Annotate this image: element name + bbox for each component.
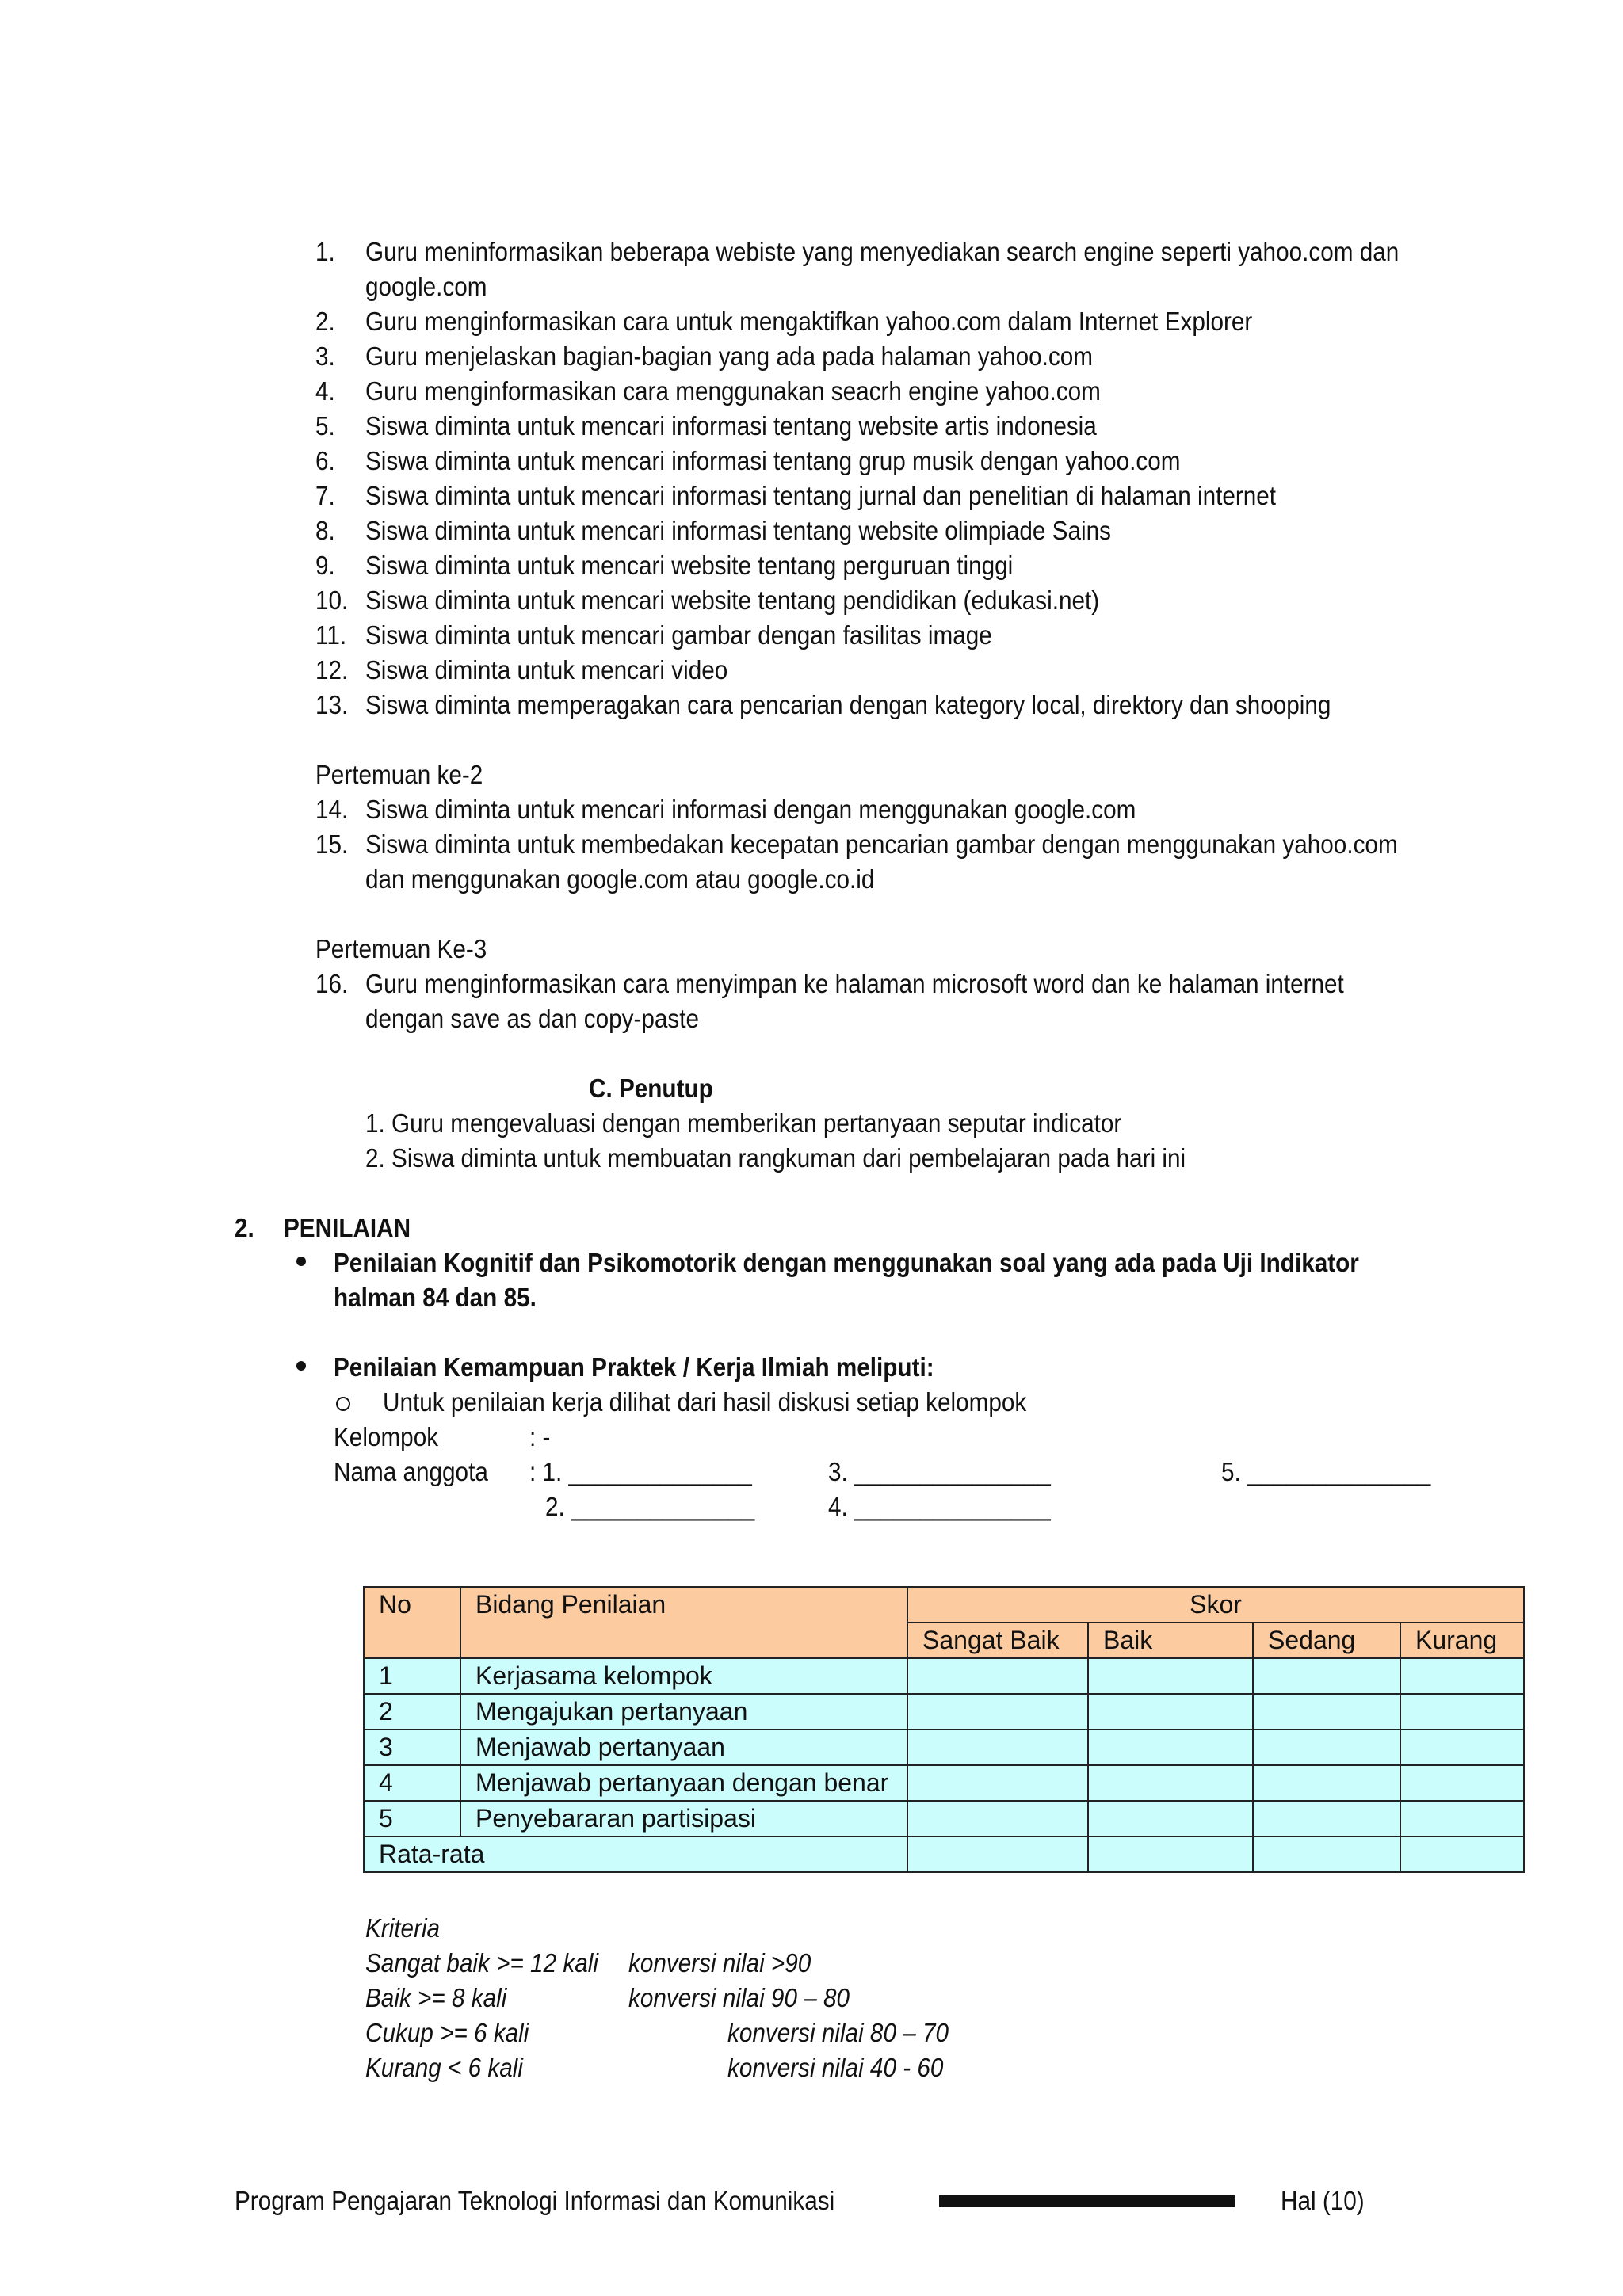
step-number: 15. — [315, 830, 349, 859]
step-number: 7. — [315, 481, 335, 510]
header-no: No — [364, 1587, 460, 1658]
score-cell — [1088, 1730, 1253, 1765]
step-text-cont: dengan save as dan copy-paste — [365, 1004, 700, 1033]
member-3: 3. _______________ — [828, 1457, 1051, 1486]
kriteria-left: Baik >= 8 kali — [365, 1983, 507, 2012]
table-row — [364, 1694, 1524, 1730]
penilaian-bullet-1: Penilaian Kognitif dan Psikomotorik dengan menggunakan soal yang ada pada Uji Indikator — [334, 1248, 1359, 1277]
header-kurang: Kurang — [1400, 1623, 1524, 1658]
score-cell — [1088, 1694, 1253, 1730]
step-text: Siswa diminta untuk mencari informasi tentang website olimpiade Sains — [365, 516, 1111, 545]
score-cell — [1253, 1658, 1400, 1694]
row-no: 1 — [364, 1658, 460, 1694]
row-no: 5 — [364, 1801, 460, 1836]
row-bidang: Kerjasama kelompok — [460, 1658, 907, 1694]
penutup-heading: C. Penutup — [589, 1074, 713, 1103]
header-baik: Baik — [1088, 1623, 1253, 1658]
bullet-icon — [296, 1257, 306, 1266]
header-skor: Skor — [907, 1587, 1524, 1623]
table-row — [364, 1730, 1524, 1765]
kriteria-right: konversi nilai 40 - 60 — [727, 2053, 944, 2082]
row-bidang: Menjawab pertanyaan — [460, 1730, 907, 1765]
step-text: Siswa diminta untuk mencari video — [365, 655, 728, 685]
step-text: Siswa diminta untuk mencari gambar dengan fasilitas image — [365, 620, 992, 650]
step-text: Siswa diminta untuk mencari website tentang perguruan tinggi — [365, 551, 1014, 580]
kriteria-heading: Kriteria — [365, 1913, 441, 1943]
score-cell — [1400, 1836, 1524, 1872]
circle-bullet-icon — [336, 1397, 350, 1411]
step-text: Siswa diminta memperagakan cara pencarian dengan kategory local, direktory dan shooping — [365, 690, 1331, 719]
row-bidang: Mengajukan pertanyaan — [460, 1694, 907, 1730]
step-number: 12. — [315, 655, 349, 685]
step-text: Siswa diminta untuk mencari informasi tentang jurnal dan penelitian di halaman internet — [365, 481, 1277, 510]
step-number: 13. — [315, 690, 349, 719]
penilaian-number: 2. — [235, 1213, 254, 1242]
member-5: 5. ______________ — [1221, 1457, 1431, 1486]
penutup-item: 2. Siswa diminta untuk membuatan rangkuman dari pembelajaran pada hari ini — [365, 1143, 1186, 1173]
score-cell — [1088, 1765, 1253, 1801]
header-sedang: Sedang — [1253, 1623, 1400, 1658]
kriteria-right: konversi nilai 90 – 80 — [628, 1983, 850, 2012]
table-row — [364, 1658, 1524, 1694]
row-no: 4 — [364, 1765, 460, 1801]
score-cell — [1400, 1801, 1524, 1836]
score-cell — [1400, 1730, 1524, 1765]
penutup-item: 1. Guru mengevaluasi dengan memberikan pertanyaan seputar indicator — [365, 1108, 1122, 1138]
kriteria-left: Cukup >= 6 kali — [365, 2018, 529, 2047]
step-text-cont: google.com — [365, 272, 487, 301]
step-number: 9. — [315, 551, 335, 580]
step-text: Guru menjelaskan bagian-bagian yang ada pada halaman yahoo.com — [365, 341, 1094, 371]
score-cell — [1088, 1801, 1253, 1836]
rata-rata-label: Rata-rata — [364, 1836, 907, 1872]
table-footer-row — [364, 1836, 1524, 1872]
step-number: 16. — [315, 969, 349, 998]
step-text: Guru menginformasikan cara untuk mengaktifkan yahoo.com dalam Internet Explorer — [365, 307, 1253, 336]
header-sangat-baik: Sangat Baik — [907, 1623, 1088, 1658]
score-cell — [1400, 1658, 1524, 1694]
penilaian-sub-item: Untuk penilaian kerja dilihat dari hasil diskusi setiap kelompok — [383, 1387, 1027, 1417]
score-cell — [1253, 1694, 1400, 1730]
score-cell — [1400, 1765, 1524, 1801]
penilaian-bullet-2: Penilaian Kemampuan Praktek / Kerja Ilmiah meliputi: — [334, 1352, 934, 1382]
step-number: 6. — [315, 446, 335, 475]
nama-anggota-label: Nama anggota — [334, 1457, 488, 1486]
step-text: Siswa diminta untuk membedakan kecepatan pencarian gambar dengan menggunakan yahoo.com — [365, 830, 1398, 859]
row-no: 3 — [364, 1730, 460, 1765]
footer-program-title: Program Pengajaran Teknologi Informasi dan Komunikasi — [235, 2186, 835, 2215]
score-cell — [907, 1765, 1088, 1801]
header-bidang: Bidang Penilaian — [460, 1587, 907, 1658]
kriteria-right: konversi nilai 80 – 70 — [727, 2018, 949, 2047]
step-text-cont: dan menggunakan google.com atau google.co.id — [365, 864, 875, 894]
step-text: Guru meninformasikan beberapa webiste yang menyediakan search engine seperti yahoo.com dan — [365, 237, 1400, 266]
step-number: 5. — [315, 411, 335, 441]
step-number: 1. — [315, 237, 335, 266]
step-text: Siswa diminta untuk mencari informasi tentang website artis indonesia — [365, 411, 1097, 441]
step-text: Guru menginformasikan cara menyimpan ke halaman microsoft word dan ke halaman internet — [365, 969, 1344, 998]
step-number: 4. — [315, 376, 335, 406]
score-cell — [1400, 1694, 1524, 1730]
score-cell — [1088, 1658, 1253, 1694]
step-number: 2. — [315, 307, 335, 336]
penilaian-heading: PENILAIAN — [284, 1213, 411, 1242]
kriteria-left: Sangat baik >= 12 kali — [365, 1948, 598, 1978]
score-cell — [907, 1694, 1088, 1730]
row-bidang: Penyebararan partisipasi — [460, 1801, 907, 1836]
bullet-icon — [296, 1361, 306, 1371]
score-cell — [907, 1658, 1088, 1694]
score-cell — [1253, 1765, 1400, 1801]
score-cell — [907, 1836, 1088, 1872]
footer-divider-bar — [939, 2195, 1235, 2207]
footer-page-number: Hal (10) — [1281, 2186, 1365, 2215]
assessment-table — [363, 1586, 1525, 1873]
member-1: : 1. ______________ — [529, 1457, 752, 1486]
table-row — [364, 1801, 1524, 1836]
step-number: 3. — [315, 341, 335, 371]
score-cell — [1253, 1836, 1400, 1872]
table-row — [364, 1765, 1524, 1801]
penilaian-bullet-1-cont: halman 84 dan 85. — [334, 1283, 537, 1312]
member-4: 4. _______________ — [828, 1492, 1051, 1521]
step-number: 10. — [315, 585, 349, 615]
step-text: Siswa diminta untuk mencari informasi dengan menggunakan google.com — [365, 795, 1136, 824]
score-cell — [1088, 1836, 1253, 1872]
member-2: 2. ______________ — [545, 1492, 755, 1521]
kelompok-value: : - — [529, 1422, 551, 1451]
row-bidang: Menjawab pertanyaan dengan benar — [460, 1765, 907, 1801]
kelompok-label: Kelompok — [334, 1422, 439, 1451]
step-number: 11. — [315, 620, 347, 650]
meeting-3-heading: Pertemuan Ke-3 — [315, 934, 487, 963]
kriteria-left: Kurang < 6 kali — [365, 2053, 523, 2082]
step-text: Guru menginformasikan cara menggunakan seacrh engine yahoo.com — [365, 376, 1101, 406]
score-cell — [907, 1801, 1088, 1836]
meeting-2-heading: Pertemuan ke-2 — [315, 760, 483, 789]
kriteria-right: konversi nilai >90 — [628, 1948, 812, 1978]
step-text: Siswa diminta untuk mencari informasi tentang grup musik dengan yahoo.com — [365, 446, 1181, 475]
step-number: 14. — [315, 795, 349, 824]
step-text: Siswa diminta untuk mencari website tentang pendidikan (edukasi.net) — [365, 585, 1100, 615]
score-cell — [907, 1730, 1088, 1765]
step-number: 8. — [315, 516, 335, 545]
score-cell — [1253, 1801, 1400, 1836]
row-no: 2 — [364, 1694, 460, 1730]
score-cell — [1253, 1730, 1400, 1765]
